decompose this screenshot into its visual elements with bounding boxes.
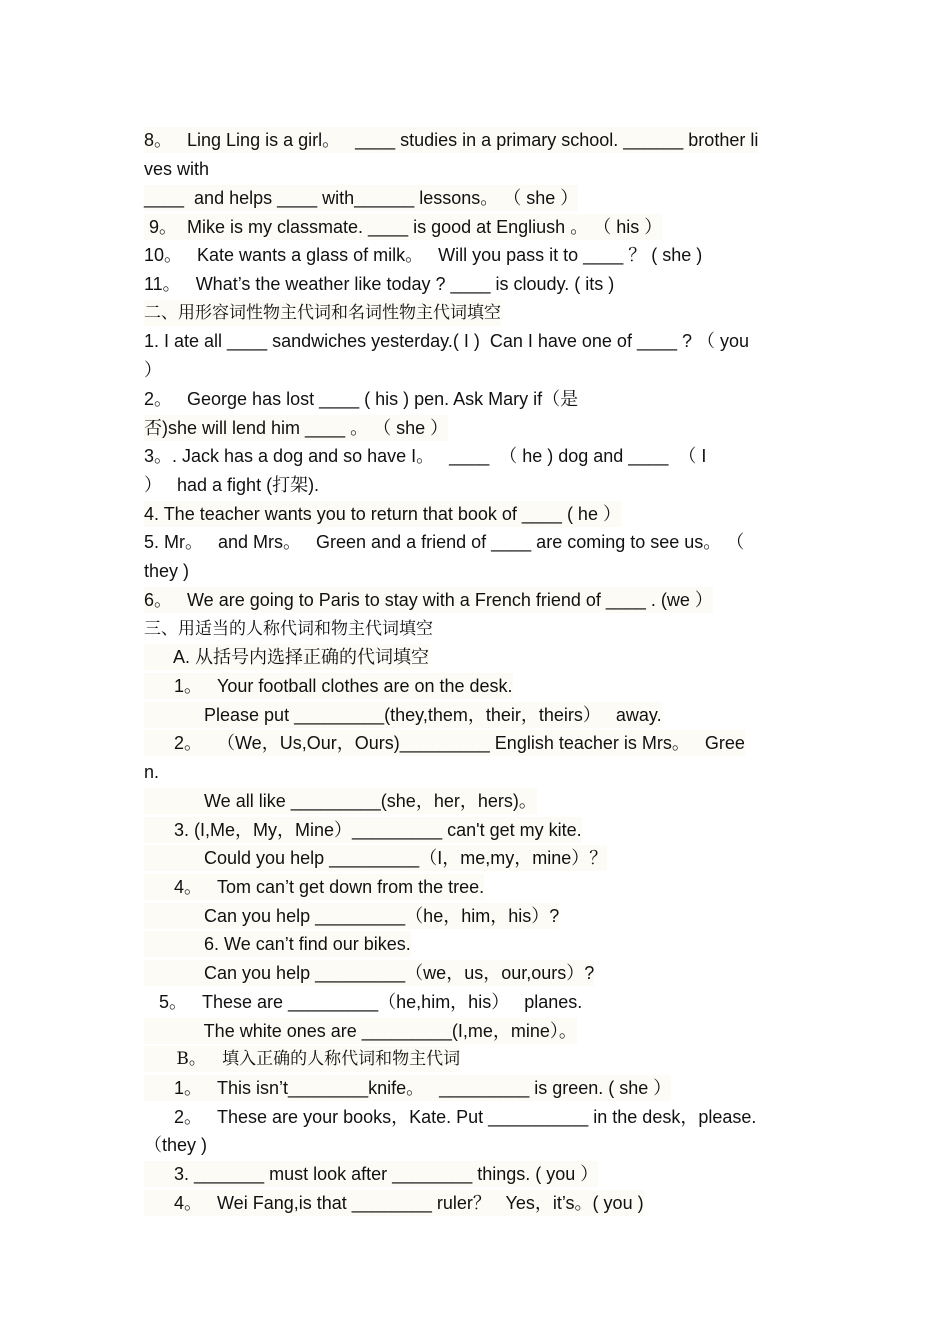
a-question-4-line-2: Can you help _________（he，him，his）?	[144, 903, 559, 929]
a-question-3-line-2: Could you help _________（I，me,my，mine）？	[144, 845, 607, 871]
a-question-6-line-1: 6. We can’t find our bikes.	[144, 931, 411, 957]
b-question-2-line-1: 2。 These are your books，Kate. Put __________ in the desk，please.	[144, 1107, 757, 1127]
a-question-5-line-2: The white ones are _________(I,me，mine）。	[144, 1018, 577, 1044]
s2-question-2-line-2: 否)she will lend him ____ 。 （ she ）	[144, 415, 448, 441]
s2-question-4: 4. The teacher wants you to return that book of ____ ( he ）	[144, 501, 621, 527]
b-question-1: 1。 This isn’t________knife。 _________ is green. ( she ）	[144, 1075, 671, 1101]
question-10: 10。 Kate wants a glass of milk。 Will you pass it to ____ ？ ( she )	[144, 245, 703, 265]
b-question-2-line-2: （they )	[144, 1135, 208, 1155]
a-question-3-line-1: 3. (I,Me，My，Mine）_________ can't get my kite.	[144, 817, 582, 843]
section-2-heading: 二、用形容词性物主代词和名词性物主代词填空	[144, 300, 501, 326]
s2-question-5-line-2: they )	[144, 561, 190, 581]
a-question-5-line-1: 5。 These are _________（he,him，his） planes.	[144, 992, 583, 1012]
question-8-line-1: 8。 Ling Ling is a girl。 ____ studies in a primary school. ______ brother li	[144, 127, 758, 153]
b-question-3: 3. _______ must look after ________ things. ( you ）	[144, 1161, 598, 1187]
question-9: 9。 Mike is my classmate. ____ is good at Engliush 。 （ his ）	[144, 214, 662, 240]
s2-question-3-line-2: ） had a fight (打架).	[144, 475, 320, 495]
s2-question-6: 6。 We are going to Paris to stay with a French friend of ____ . (we ）	[144, 587, 713, 613]
a-question-2-line-1: 2。 （We，Us,Our，Ours)_________ English teacher is Mrs。 Gree	[144, 730, 745, 756]
section-3-heading: 三、用适当的人称代词和物主代词填空	[144, 619, 433, 639]
s2-question-1-line-1: 1. I ate all ____ sandwiches yesterday.( I ) Can I have one of ____ ? （ you	[144, 331, 750, 351]
a-question-1-line-2: Please put _________(they,them，their，theirs） away.	[144, 702, 662, 728]
a-question-1-line-1: 1。 Your football clothes are on the desk.	[144, 673, 513, 699]
part-b-heading: B。 填入正确的人称代词和物主代词	[144, 1046, 460, 1072]
a-question-4-line-1: 4。 Tom can’t get down from the tree.	[144, 874, 484, 900]
question-8-line-2: ves with	[144, 159, 210, 179]
s2-question-3-line-1: 3。. Jack has a dog and so have I。 ____ （ he ) dog and ____ （ I	[144, 446, 707, 466]
question-11: 11。 What’s the weather like today ? ____ is cloudy. ( its )	[144, 274, 615, 294]
a-question-2-line-3: We all like _________(she，her，hers)。	[144, 788, 537, 814]
s2-question-1-line-2: ）	[144, 360, 162, 380]
a-question-6-line-2: Can you help _________（we，us，our,ours）?	[144, 960, 594, 986]
s2-question-2-line-1: 2。 George has lost ____ ( his ) pen. Ask Mary if（是	[144, 389, 579, 409]
a-question-2-line-2: n.	[144, 762, 160, 782]
question-8-line-3: ____ and helps ____ with______ lessons。 （ she ）	[144, 185, 578, 211]
s2-question-5-line-1: 5. Mr。 and Mrs。 Green and a friend of ____ are coming to see us。 （	[144, 532, 745, 552]
part-a-heading: A. 从括号内选择正确的代词填空	[144, 644, 429, 670]
b-question-4: 4。 Wei Fang,is that ________ ruler？ Yes，it’s。( you )	[144, 1190, 644, 1216]
